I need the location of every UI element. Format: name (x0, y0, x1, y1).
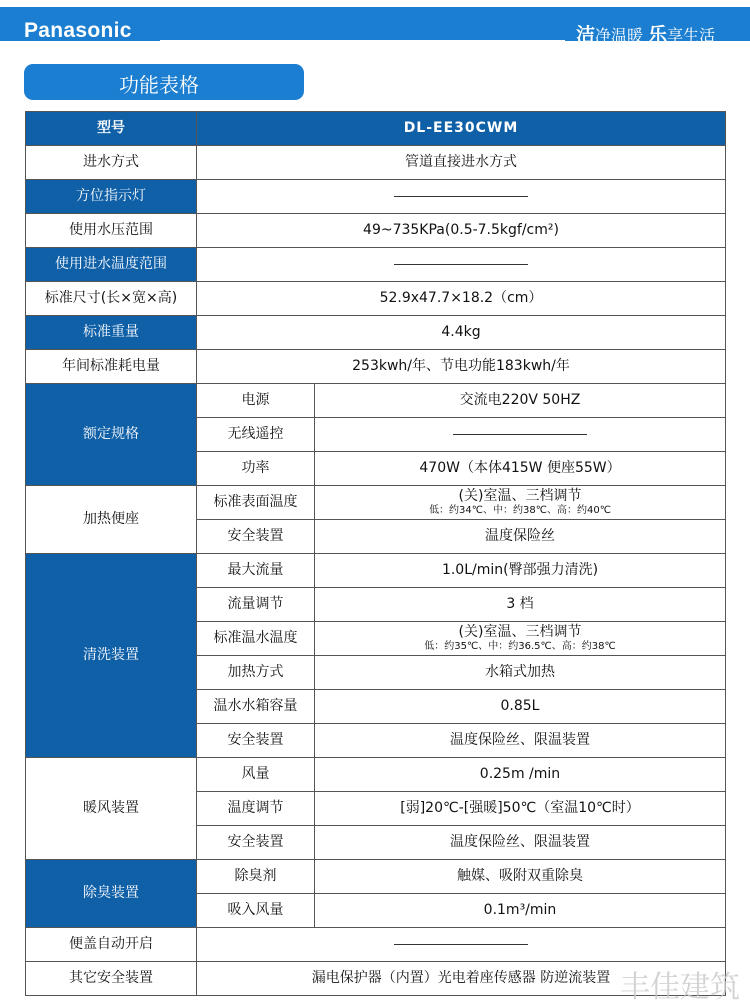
dryer-safety-value: 温度保险丝、限温装置 (315, 826, 726, 860)
seat-temp-detail: 低：约34℃、中：约38℃、高：约40℃ (429, 505, 611, 517)
flow-adjust-value: 3 档 (315, 588, 726, 622)
dryer-safety-label: 安全装置 (197, 826, 315, 860)
water-inlet-value: 管道直接进水方式 (197, 146, 726, 180)
water-temp-value: (关)室温、三档调节 低：约35℃、中：约36.5℃、高：约38℃ (315, 622, 726, 656)
wash-safety-label: 安全装置 (197, 724, 315, 758)
empty-dash (394, 264, 528, 265)
dryer-temp-value: [弱]20℃-[强暖]50℃（室温10℃时） (315, 792, 726, 826)
suction-value: 0.1m³/min (315, 894, 726, 928)
table-row (26, 146, 726, 180)
weight-label: 标准重量 (26, 316, 197, 350)
auto-lid-label: 便盖自动开启 (26, 928, 197, 962)
wash-label: 清洗装置 (26, 554, 197, 758)
spec-table (25, 111, 726, 996)
seat-temp-value: (关)室温、三档调节 低：约34℃、中：约38℃、高：约40℃ (315, 486, 726, 520)
wattage-value: 470W（本体415W 便座55W） (315, 452, 726, 486)
power-source-label: 电源 (197, 384, 315, 418)
dryer-temp-label: 温度调节 (197, 792, 315, 826)
table-row (26, 214, 726, 248)
heated-seat-label: 加热便座 (26, 486, 197, 554)
direction-light-value (197, 180, 726, 214)
table-row (26, 350, 726, 384)
table-row (26, 112, 726, 146)
empty-dash (394, 196, 528, 197)
temp-range-value (197, 248, 726, 282)
wattage-label: 功率 (197, 452, 315, 486)
table-row (26, 554, 726, 588)
air-volume-label: 风量 (197, 758, 315, 792)
table-row (26, 316, 726, 350)
dryer-label: 暖风装置 (26, 758, 197, 860)
slogan: 洁净温暖 乐享生活 (576, 24, 716, 46)
heating-method-value: 水箱式加热 (315, 656, 726, 690)
air-volume-value: 0.25m /min (315, 758, 726, 792)
tank-value: 0.85L (315, 690, 726, 724)
auto-lid-value (197, 928, 726, 962)
model-value: DL-EE30CWM (197, 112, 726, 146)
watermark: 丰佳建筑 (620, 970, 740, 1005)
weight-value: 4.4kg (197, 316, 726, 350)
direction-light-label: 方位指示灯 (26, 180, 197, 214)
table-row (26, 860, 726, 894)
temp-range-label: 使用进水温度范围 (26, 248, 197, 282)
remote-label: 无线遥控 (197, 418, 315, 452)
pressure-label: 使用水压范围 (26, 214, 197, 248)
header-bar (0, 7, 750, 46)
other-safety-label: 其它安全装置 (26, 962, 197, 996)
table-row (26, 758, 726, 792)
energy-label: 年间标准耗电量 (26, 350, 197, 384)
table-row (26, 248, 726, 282)
header-divider (160, 40, 565, 41)
max-flow-label: 最大流量 (197, 554, 315, 588)
water-temp-label: 标准温水温度 (197, 622, 315, 656)
pressure-value: 49~735KPa(0.5-7.5kgf/cm²) (197, 214, 726, 248)
remote-value (315, 418, 726, 452)
deodorant-label: 除臭剂 (197, 860, 315, 894)
heating-method-label: 加热方式 (197, 656, 315, 690)
section-title: 功能表格 (24, 64, 304, 100)
deodor-label: 除臭装置 (26, 860, 197, 928)
table-row (26, 282, 726, 316)
power-source-value: 交流电220V 50HZ (315, 384, 726, 418)
other-safety-value: 漏电保护器（内置）光电着座传感器 防逆流装置 (197, 962, 726, 996)
seat-safety-label: 安全装置 (197, 520, 315, 554)
table-row (26, 180, 726, 214)
water-temp-detail: 低：约35℃、中：约36.5℃、高：约38℃ (424, 641, 616, 653)
size-label: 标准尺寸(长×宽×高) (26, 282, 197, 316)
deodorant-value: 触媒、吸附双重除臭 (315, 860, 726, 894)
size-value: 52.9x47.7×18.2（cm） (197, 282, 726, 316)
table-row (26, 486, 726, 520)
empty-dash (394, 944, 528, 945)
seat-temp-label: 标准表面温度 (197, 486, 315, 520)
energy-value: 253kwh/年、节电功能183kwh/年 (197, 350, 726, 384)
brand-logo: Panasonic (24, 19, 132, 42)
table-row (26, 384, 726, 418)
empty-dash (453, 434, 587, 435)
flow-adjust-label: 流量调节 (197, 588, 315, 622)
water-inlet-label: 进水方式 (26, 146, 197, 180)
model-label: 型号 (26, 112, 197, 146)
rated-label: 额定规格 (26, 384, 197, 486)
seat-safety-value: 温度保险丝 (315, 520, 726, 554)
suction-label: 吸入风量 (197, 894, 315, 928)
max-flow-value: 1.0L/min(臀部强力清洗) (315, 554, 726, 588)
wash-safety-value: 温度保险丝、限温装置 (315, 724, 726, 758)
table-row (26, 928, 726, 962)
tank-label: 温水水箱容量 (197, 690, 315, 724)
